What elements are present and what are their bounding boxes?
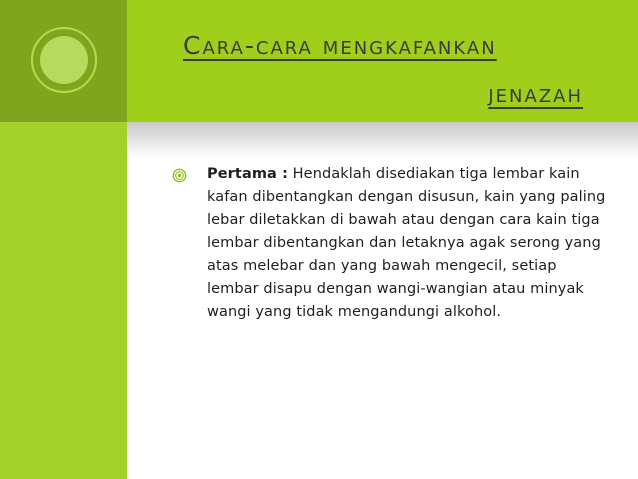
bullet-lead: Pertama : — [207, 166, 288, 182]
bullet-body: Hendaklah disediakan tiga lembar kain kafan dibentangkan dengan disusun, kain yang paling lebar diletakkan di bawah atau dengan cara kain tiga lembar dibentangkan dan letaknya agak serong yang atas melebar dan yang bawah mengecil, setiap lembar disapu dengan wangi-wangian atau minyak wangi yang tidak mengandungi alkohol. — [207, 166, 606, 320]
slide-title-line-1: Cara-cara mengkafankan — [183, 31, 497, 60]
bullet-text — [207, 163, 612, 324]
slide-title-line-2: jenazah — [488, 79, 583, 108]
sidebar-bottom-panel — [0, 122, 127, 479]
slide-title — [183, 22, 613, 118]
title-shadow-band — [127, 122, 638, 158]
target-bullet-icon — [172, 168, 187, 183]
decorative-circle — [40, 36, 88, 84]
